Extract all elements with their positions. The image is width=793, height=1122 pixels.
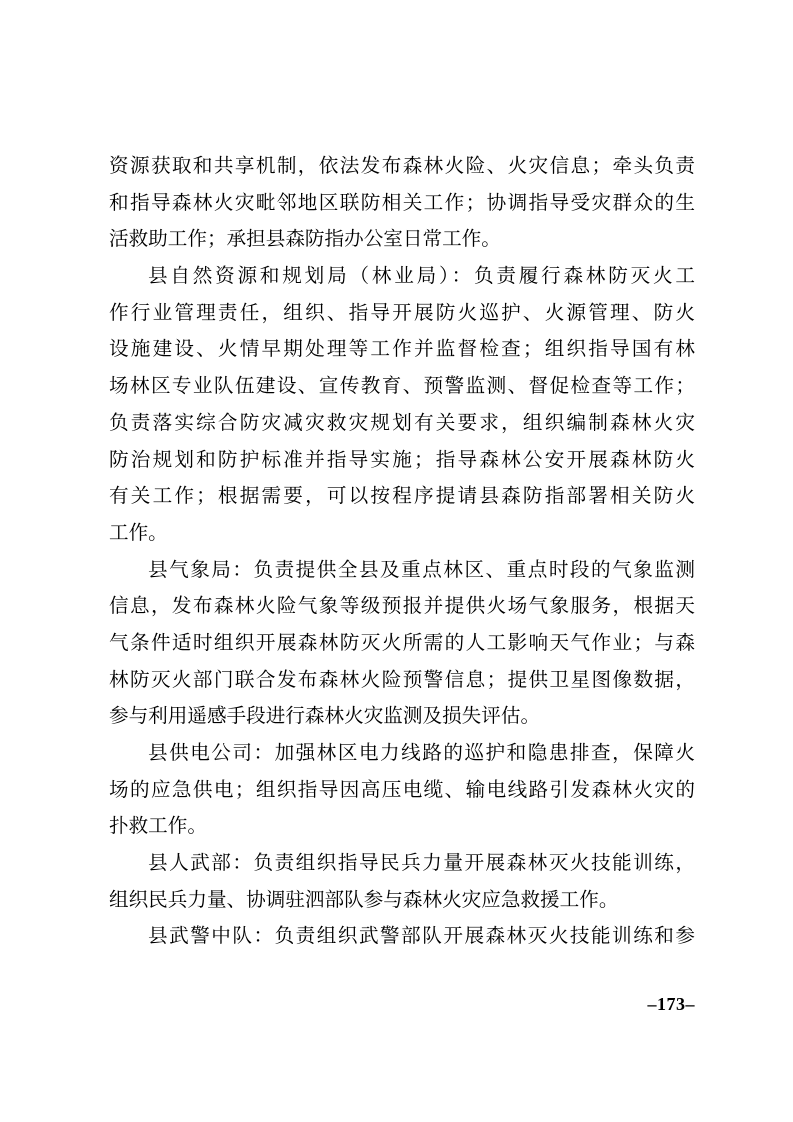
text-line: 县武警中队：负责组织武警部队开展森林灭火技能训练和参 [148,924,695,948]
paragraph [109,552,695,735]
page-number: –173– [647,994,695,1014]
paragraph [109,845,695,918]
paragraph [109,918,695,955]
text-line: 信息，发布森林火险气象等级预报并提供火场气象服务，根据天 [109,594,695,618]
text-line: 有关工作；根据需要，可以按程序提请县森防指部署相关防火 [109,484,695,508]
text-line: 活救助工作；承担县森防指办公室日常工作。 [109,227,501,251]
text-line: 林防灭火部门联合发布森林火险预警信息；提供卫星图像数据， [109,667,695,691]
text-line: 参与利用遥感手段进行森林火灾监测及损失评估。 [109,704,541,728]
text-line: 资源获取和共享机制，依法发布森林火险、火灾信息；牵头负责 [109,154,695,177]
text-line: 场林区专业队伍建设、宣传教育、预警监测、督促检查等工作； [109,374,695,398]
paragraph [109,735,695,845]
text-line: 县供电公司：加强林区电力线路的巡护和隐患排查，保障火 [148,741,695,764]
text-line: 负责落实综合防灾减灾救灾规划有关要求，组织编制森林火灾 [109,410,695,434]
text-line: 场的应急供电；组织指导因高压电缆、输电线路引发森林火灾的 [109,777,695,801]
text-line: 县自然资源和规划局（林业局）：负责履行森林防灭火工 [148,264,695,288]
text-line: 气条件适时组织开展森林防灭火所需的人工影响天气作业；与森 [109,630,695,654]
text-line: 组织民兵力量、协调驻泗部队参与森林火灾应急救援工作。 [109,887,619,911]
text-line: 县气象局：负责提供全县及重点林区、重点时段的气象监测 [148,557,695,581]
text-line: 和指导森林火灾毗邻地区联防相关工作；协调指导受灾群众的生 [109,190,695,214]
text-line: 工作。 [109,520,168,544]
text-line: 作行业管理责任，组织、指导开展防火巡护、火源管理、防火 [109,300,695,324]
document-body [109,148,695,955]
paragraph [109,148,695,258]
text-line: 设施建设、火情早期处理等工作并监督检查；组织指导国有林 [109,337,695,361]
paragraph [109,258,695,552]
text-line: 县人武部：负责组织指导民兵力量开展森林灭火技能训练， [148,851,695,875]
text-line: 扑救工作。 [109,814,207,838]
text-line: 防治规划和防护标准并指导实施；指导森林公安开展森林防火 [109,447,695,471]
